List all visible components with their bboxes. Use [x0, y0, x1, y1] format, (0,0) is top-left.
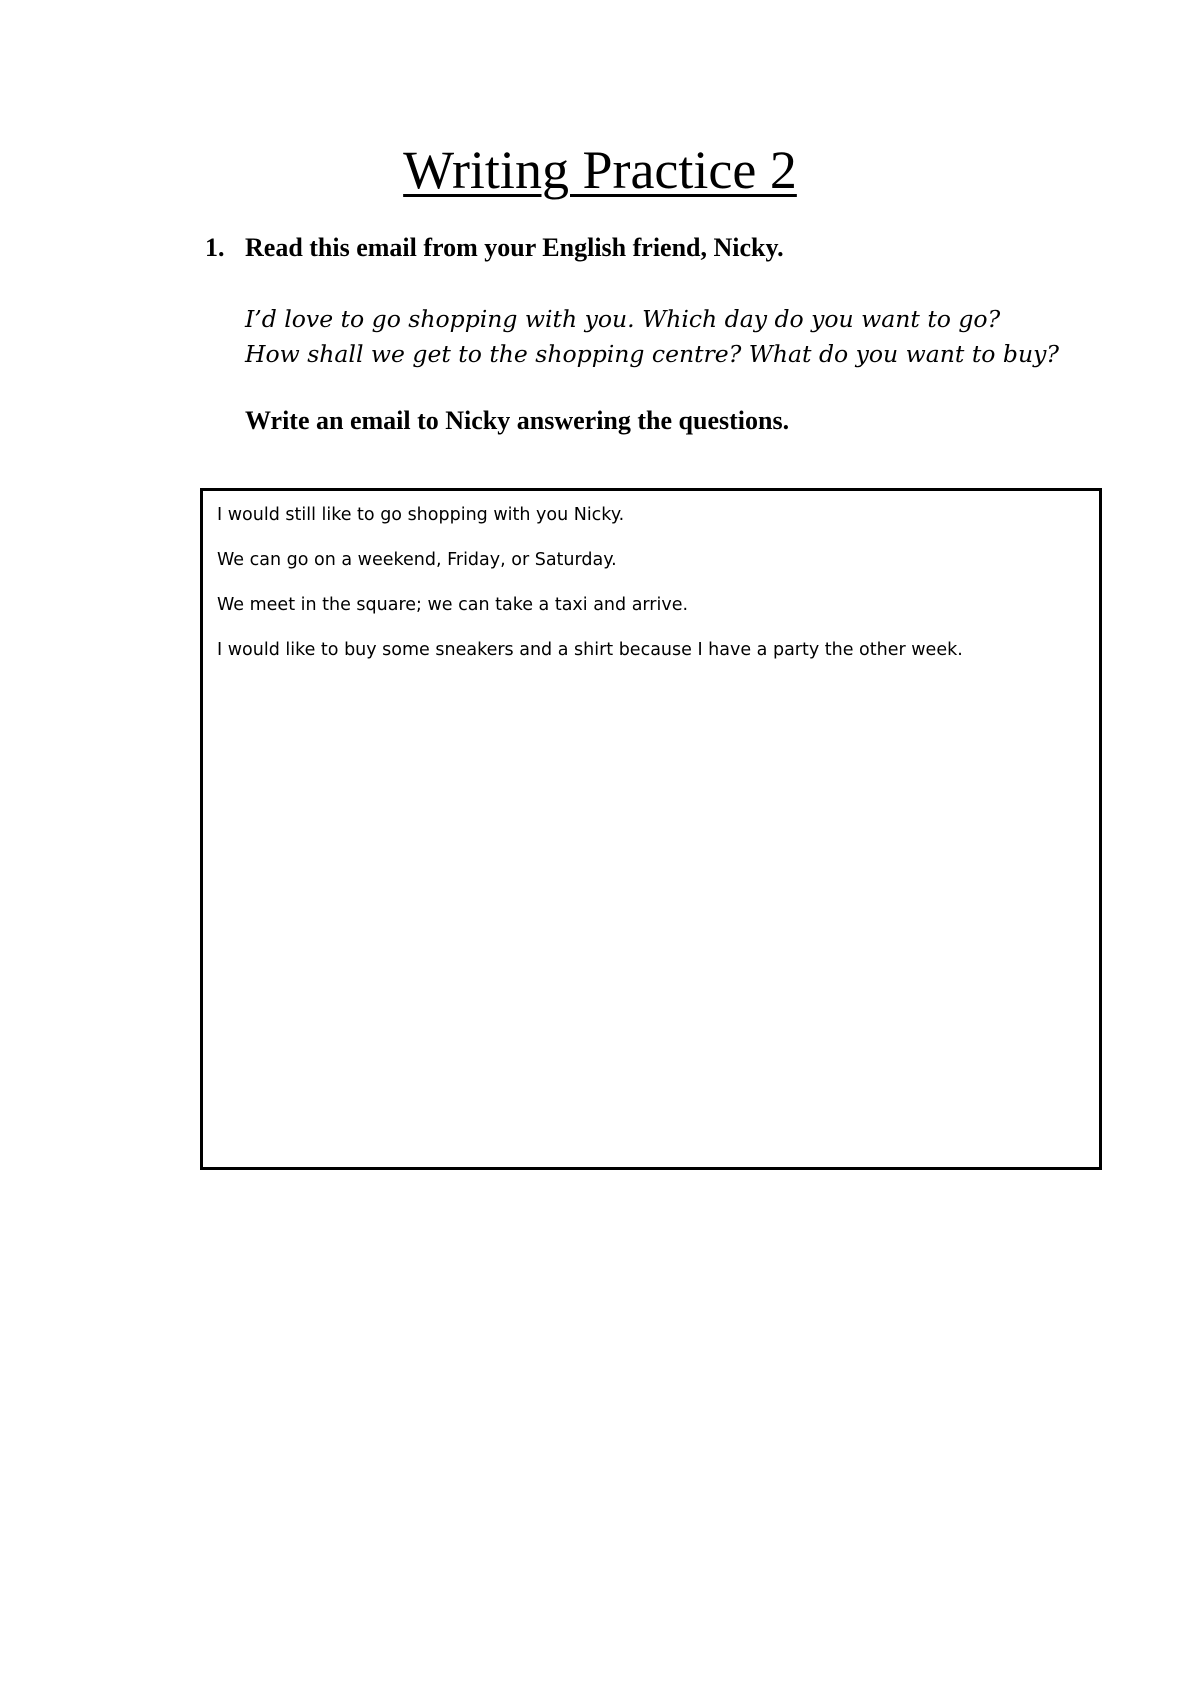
answer-line: We can go on a weekend, Friday, or Saturday.	[217, 550, 617, 570]
answer-line: I would still like to go shopping with you Nicky.	[217, 505, 625, 525]
answer-line: We meet in the square; we can take a taxi and arrive.	[217, 595, 689, 615]
question-number: 1.	[205, 233, 225, 262]
writing-instruction: Write an email to Nicky answering the questions.	[245, 406, 790, 435]
email-quote-line: I’d love to go shopping with you. Which day do you want to go?	[245, 305, 1001, 333]
page-title: Writing Practice 2	[403, 140, 797, 200]
question-prompt: Read this email from your English friend, Nicky.	[245, 233, 784, 262]
email-quote	[245, 302, 1059, 372]
answer-line: I would like to buy some sneakers and a shirt because I have a party the other week.	[217, 640, 963, 660]
email-quote-line: How shall we get to the shopping centre? What do you want to buy?	[245, 340, 1059, 368]
answer-box[interactable]	[200, 488, 1102, 1170]
